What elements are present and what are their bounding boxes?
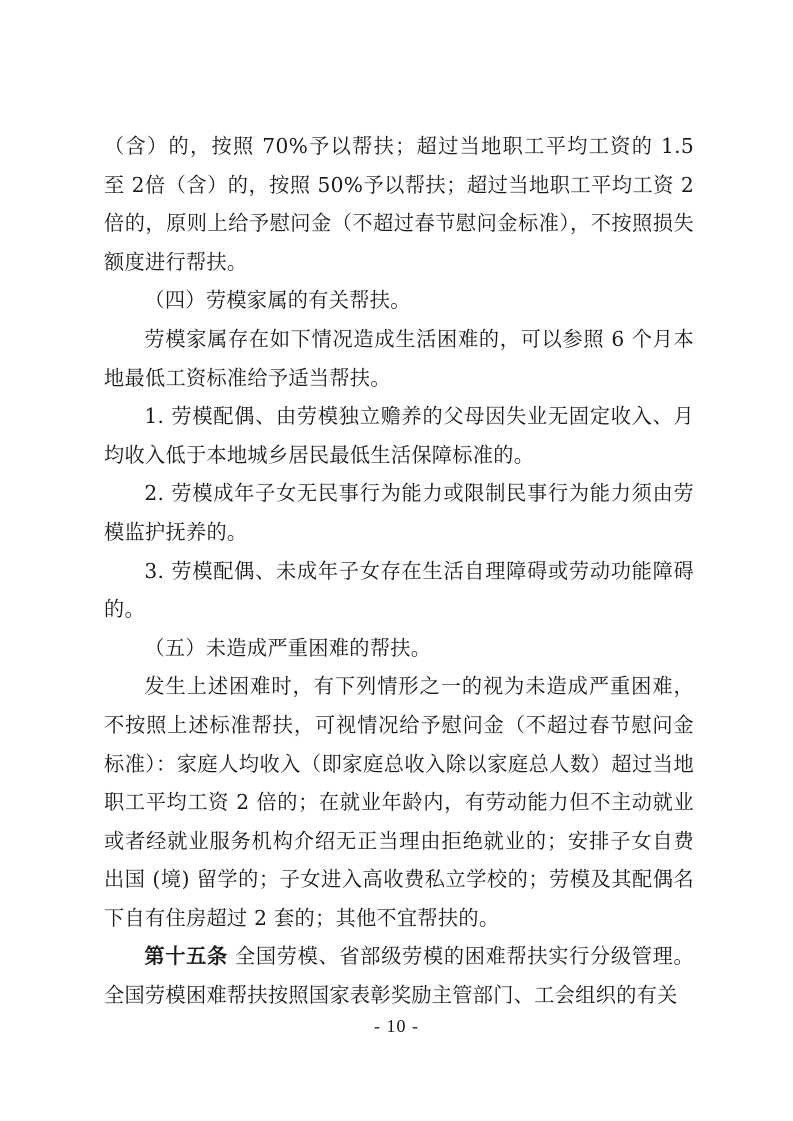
page-number: - 10 - [374, 1016, 419, 1036]
paragraph-heading-non-severe: （五）未造成严重困难的帮扶。 [144, 635, 432, 660]
document-body [104, 127, 694, 1015]
paragraph-article-15 [104, 937, 694, 1014]
list-item-1: 1. 劳模配偶、由劳模独立赡养的父母因失业无固定收入、月均收入低于本地城乡居民最低生活保障标准的。 [104, 404, 694, 467]
paragraph-heading-family-relief: （四）劳模家属的有关帮扶。 [144, 288, 411, 313]
article-text: 全国劳模、省部级劳模的困难帮扶实行分级管理。全国劳模困难帮扶按照国家表彰奖励主管部门、工会组织的有关 [104, 944, 694, 1008]
article-label: 第十五条 [144, 944, 228, 969]
list-item-3: 3. 劳模配偶、未成年子女存在生活自理障碍或劳动功能障碍的。 [104, 558, 694, 622]
paragraph-family-conditions: 劳模家属存在如下情况造成生活困难的，可以参照 6 个月本地最低工资标准给予适当帮扶。 [104, 326, 694, 390]
paragraph-continuation-relief-ratios: （含）的，按照 70%予以帮扶；超过当地职工平均工资的 1.5 至 2倍（含）的，按照 50%予以帮扶；超过当地职工平均工资 2 倍的，原则上给予慰问金（不超过春节慰问金标准），不按照损失额度进行帮扶。 [104, 134, 694, 274]
list-item-2: 2. 劳模成年子女无民事行为能力或限制民事行为能力须由劳模监护抚养的。 [104, 481, 694, 544]
paragraph-non-severe-conditions: 发生上述困难时，有下列情形之一的视为未造成严重困难，不按照上述标准帮扶，可视情况给予慰问金（不超过春节慰问金标准）：家庭人均收入（即家庭总收入除以家庭总人数）超过当地职工平均工资 2 倍的；在就业年龄内，有劳动能力但不主动就业或者经就业服务机构介绍无正当理由拒绝就业的；安排子女自费出国 (境) 留学的；子女进入高收费私立学校的；劳模及其配偶名下自有住房超过 2 套的；其他不宜帮扶的。 [104, 674, 694, 930]
